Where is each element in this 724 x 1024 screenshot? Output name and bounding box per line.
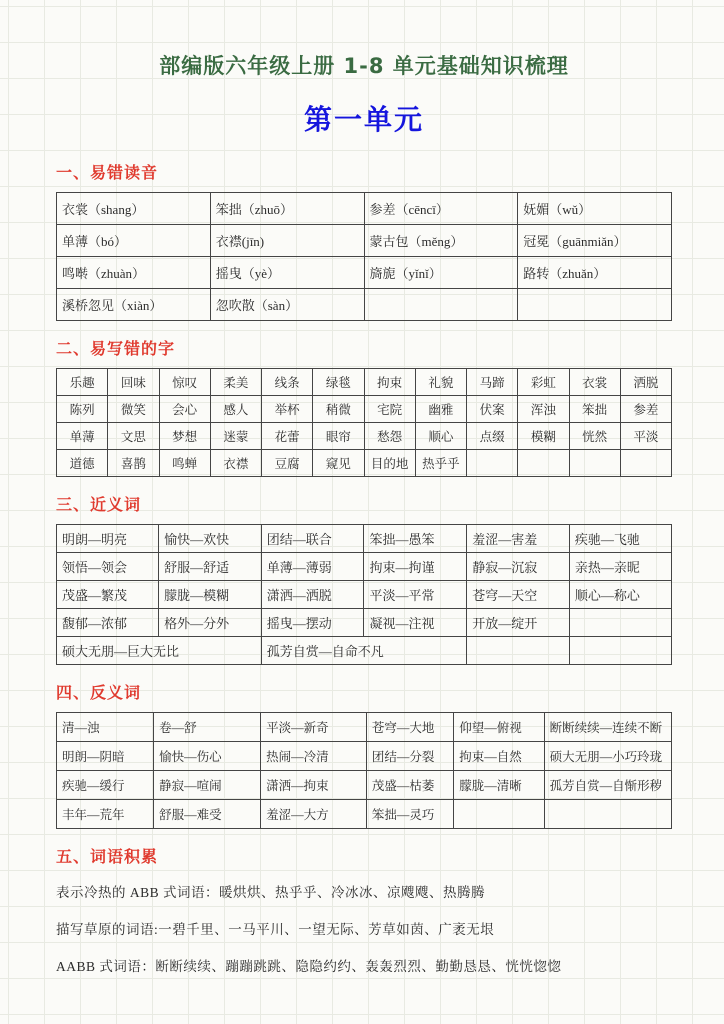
- table-cell: 明朗—明亮: [57, 525, 159, 553]
- table-cell: 感人: [210, 396, 261, 423]
- table-cell: 微笑: [108, 396, 159, 423]
- table-cell: 礼貌: [415, 369, 466, 396]
- table-row: [57, 423, 672, 450]
- table-cell: 亲热—亲昵: [569, 553, 671, 581]
- table-cell: 忽吹散（sàn）: [210, 289, 364, 321]
- table-cell: 开放—绽开: [467, 609, 570, 637]
- table-cell: 洒脱: [620, 369, 671, 396]
- table-cell: 拘束: [364, 369, 415, 396]
- table-cell: 稍微: [313, 396, 364, 423]
- table-cell: 领悟—领会: [57, 553, 159, 581]
- vocab-line-grassland: 描写草原的词语:一碧千里、一马平川、一望无际、芳草如茵、广袤无垠: [56, 922, 495, 937]
- table-cell: 拘束—拘谨: [364, 553, 467, 581]
- table-cell: 顺心: [415, 423, 466, 450]
- table-cell: 彩虹: [518, 369, 569, 396]
- table-cell: 迷蒙: [210, 423, 261, 450]
- section-heading-characters: 二、易写错的字: [56, 339, 176, 358]
- table-cell: 断断续续—连续不断: [544, 713, 671, 742]
- table-cell: 硕大无朋—小巧玲珑: [544, 742, 671, 771]
- table-cell: 仰望—俯视: [454, 713, 544, 742]
- table-cell: 格外—分外: [159, 609, 262, 637]
- table-row: [57, 289, 672, 321]
- table-cell-empty: [454, 800, 544, 829]
- table-cell: 平淡: [620, 423, 671, 450]
- table-cell: 苍穹—天空: [467, 581, 570, 609]
- table-cell: 乐趣: [57, 369, 108, 396]
- table-cell: 窥见: [313, 450, 364, 477]
- table-cell-empty: [569, 609, 671, 637]
- table-cell: 羞涩—害羞: [467, 525, 570, 553]
- table-cell: 会心: [159, 396, 210, 423]
- table-row: [57, 609, 672, 637]
- table-cell: 衣襟(jīn): [210, 225, 364, 257]
- table-cell-empty: [569, 450, 620, 477]
- table-cell: 热乎乎: [415, 450, 466, 477]
- table-cell-empty: [620, 450, 671, 477]
- table-cell: 妩媚（wǔ）: [518, 193, 672, 225]
- table-cell: 茂盛—枯萎: [366, 771, 453, 800]
- table-cell: 眼帘: [313, 423, 364, 450]
- table-cell: 参差（cēncī）: [364, 193, 518, 225]
- page-title: 部编版六年级上册 1-8 单元基础知识梳理: [159, 54, 569, 78]
- table-cell: 恍然: [569, 423, 620, 450]
- table-cell: 热闹—冷清: [261, 742, 367, 771]
- table-cell: 团结—联合: [261, 525, 364, 553]
- table-cell: 宅院: [364, 396, 415, 423]
- table-cell: 笨拙—灵巧: [366, 800, 453, 829]
- table-cell-merged: 硕大无朋—巨大无比: [57, 637, 262, 665]
- table-cell: 笨拙: [569, 396, 620, 423]
- table-cell: 舒服—难受: [154, 800, 261, 829]
- table-cell: 鸣啭（zhuàn）: [57, 257, 211, 289]
- pronunciation-table: [56, 192, 672, 321]
- table-cell: 团结—分裂: [366, 742, 453, 771]
- table-cell: 线条: [262, 369, 313, 396]
- table-cell-empty: [544, 800, 671, 829]
- table-cell: 笨拙（zhuō）: [210, 193, 364, 225]
- section-heading-antonyms: 四、反义词: [56, 683, 142, 702]
- table-cell: 幽雅: [415, 396, 466, 423]
- table-cell: 疾驰—飞驰: [569, 525, 671, 553]
- table-cell: 卷—舒: [154, 713, 261, 742]
- table-cell: 馥郁—浓郁: [57, 609, 159, 637]
- section-heading-vocabulary: 五、词语积累: [56, 847, 159, 866]
- table-cell: 路转（zhuǎn）: [518, 257, 672, 289]
- unit-title: 第一单元: [303, 103, 424, 136]
- table-cell-empty: [364, 289, 518, 321]
- table-row: [57, 369, 672, 396]
- table-cell-empty: [467, 450, 518, 477]
- table-cell: 静寂—沉寂: [467, 553, 570, 581]
- table-cell: 回味: [108, 369, 159, 396]
- table-cell: 丰年—荒年: [57, 800, 154, 829]
- table-cell: 马蹄: [467, 369, 518, 396]
- table-row: [57, 771, 672, 800]
- table-cell: 花蕾: [262, 423, 313, 450]
- table-cell: 静寂—喧闹: [154, 771, 261, 800]
- table-cell: 文思: [108, 423, 159, 450]
- table-cell: 鸣蝉: [159, 450, 210, 477]
- table-cell: 单薄（bó）: [57, 225, 211, 257]
- table-row: [57, 637, 672, 665]
- table-row: [57, 800, 672, 829]
- table-cell: 点缀: [467, 423, 518, 450]
- table-row: [57, 713, 672, 742]
- vocab-line-abb: 表示冷热的 ABB 式词语：暖烘烘、热乎乎、冷冰冰、凉飕飕、热腾腾: [56, 885, 486, 900]
- table-cell-empty: [518, 289, 672, 321]
- table-cell-empty: [467, 637, 570, 665]
- table-cell: 豆腐: [262, 450, 313, 477]
- table-cell: 举杯: [262, 396, 313, 423]
- table-cell: 孤芳自赏—自惭形秽: [544, 771, 671, 800]
- table-cell: 衣裳（shang）: [57, 193, 211, 225]
- section-heading-synonyms: 三、近义词: [56, 495, 142, 514]
- table-row: [57, 225, 672, 257]
- table-cell: 冠冕（guānmiǎn）: [518, 225, 672, 257]
- table-cell: 道德: [57, 450, 108, 477]
- table-cell: 潇洒—洒脱: [261, 581, 364, 609]
- synonyms-table: [56, 524, 672, 665]
- table-cell: 溪桥忽见（xiàn）: [57, 289, 211, 321]
- table-cell: 目的地: [364, 450, 415, 477]
- table-cell-empty: [518, 450, 569, 477]
- table-cell: 浑浊: [518, 396, 569, 423]
- table-cell: 衣裳: [569, 369, 620, 396]
- table-cell: 参差: [620, 396, 671, 423]
- table-cell: 愁怨: [364, 423, 415, 450]
- table-cell: 摇曳—摆动: [261, 609, 364, 637]
- table-cell: 衣襟: [210, 450, 261, 477]
- table-cell: 柔美: [210, 369, 261, 396]
- table-cell: 平淡—平常: [364, 581, 467, 609]
- table-row: [57, 396, 672, 423]
- table-cell: 陈列: [57, 396, 108, 423]
- table-cell: 模糊: [518, 423, 569, 450]
- table-cell: 舒服—舒适: [159, 553, 262, 581]
- table-cell: 平淡—新奇: [261, 713, 367, 742]
- table-cell: 苍穹—大地: [366, 713, 453, 742]
- table-cell: 拘束—自然: [454, 742, 544, 771]
- table-cell: 凝视—注视: [364, 609, 467, 637]
- vocab-line-aabb: AABB 式词语：断断续续、蹦蹦跳跳、隐隐约约、轰轰烈烈、勤勤恳恳、恍恍惚惚: [56, 959, 562, 974]
- table-cell: 单薄—薄弱: [261, 553, 364, 581]
- table-cell: 笨拙—愚笨: [364, 525, 467, 553]
- vocabulary-list: [56, 881, 672, 975]
- table-cell: 明朗—阴暗: [57, 742, 154, 771]
- table-row: [57, 742, 672, 771]
- table-cell: 梦想: [159, 423, 210, 450]
- table-cell: 愉快—欢快: [159, 525, 262, 553]
- table-cell-merged: 孤芳自赏—自命不凡: [261, 637, 466, 665]
- section-heading-pronunciation: 一、易错读音: [56, 163, 159, 182]
- table-cell-empty: [569, 637, 671, 665]
- table-cell: 潇洒—拘束: [261, 771, 367, 800]
- table-row: [57, 553, 672, 581]
- table-row: [57, 525, 672, 553]
- table-cell: 茂盛—繁茂: [57, 581, 159, 609]
- table-cell: 蒙古包（měng）: [364, 225, 518, 257]
- table-cell: 愉快—伤心: [154, 742, 261, 771]
- table-row: [57, 257, 672, 289]
- table-cell: 疾驰—缓行: [57, 771, 154, 800]
- table-cell: 清—浊: [57, 713, 154, 742]
- table-row: [57, 450, 672, 477]
- table-cell: 伏案: [467, 396, 518, 423]
- table-cell: 朦胧—模糊: [159, 581, 262, 609]
- table-cell: 朦胧—清晰: [454, 771, 544, 800]
- table-row: [57, 581, 672, 609]
- table-cell: 羞涩—大方: [261, 800, 367, 829]
- table-cell: 顺心—称心: [569, 581, 671, 609]
- table-cell: 摇曳（yè）: [210, 257, 364, 289]
- table-cell: 旖旎（yǐnǐ）: [364, 257, 518, 289]
- table-cell: 惊叹: [159, 369, 210, 396]
- table-cell: 喜鹊: [108, 450, 159, 477]
- table-cell: 绿毯: [313, 369, 364, 396]
- table-cell: 单薄: [57, 423, 108, 450]
- antonyms-table: [56, 712, 672, 829]
- table-row: [57, 193, 672, 225]
- characters-table: [56, 368, 672, 477]
